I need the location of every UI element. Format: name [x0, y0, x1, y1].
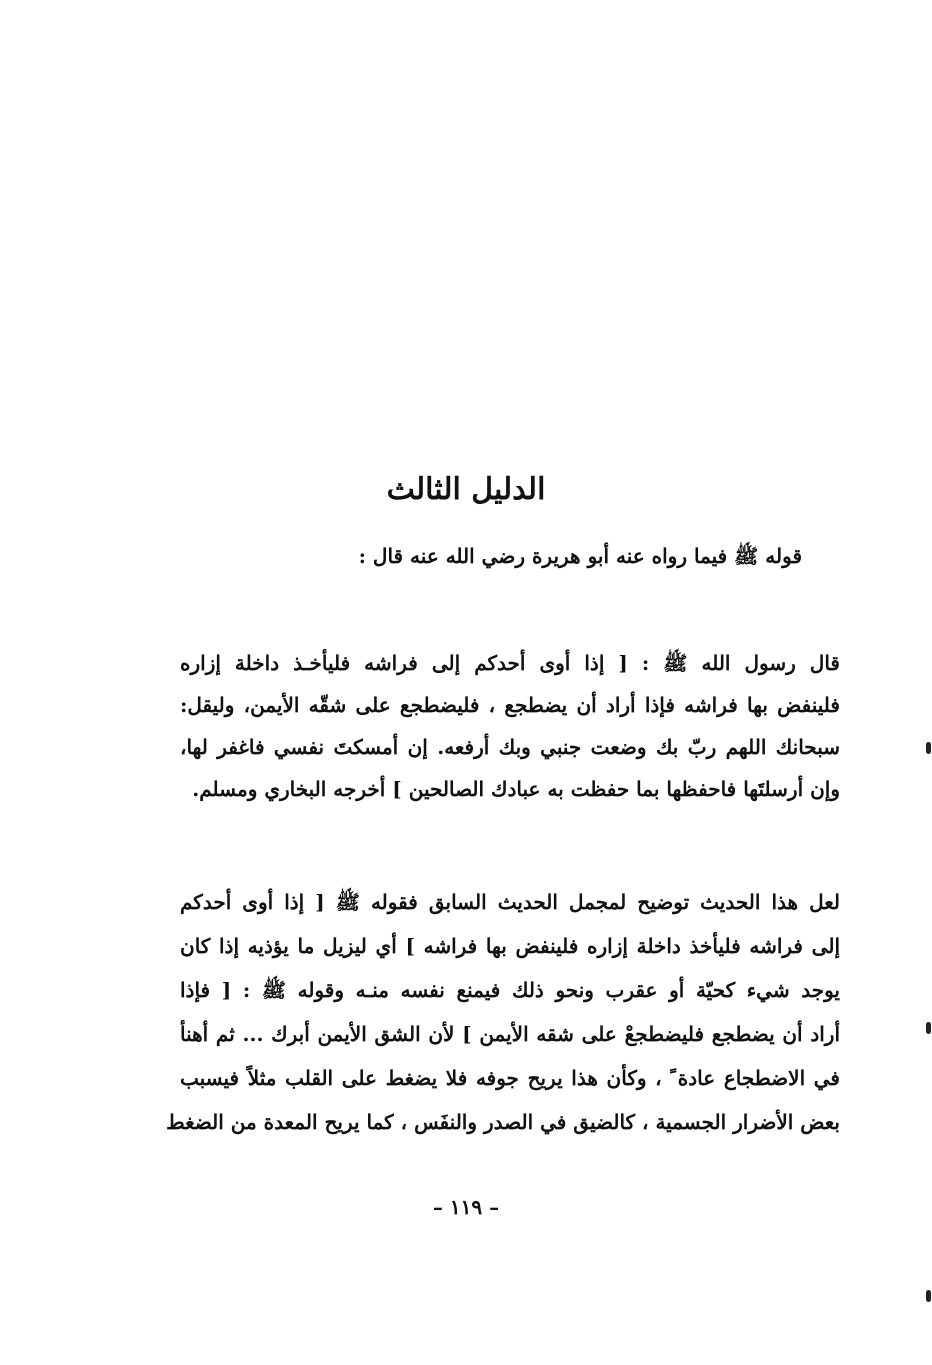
- section-heading: الدليل الثالث: [386, 472, 546, 507]
- scan-speck: [926, 742, 931, 754]
- commentary-line: لعل هذا الحديث توضيح لمجمل الحديث السابق فقوله ﷺ [ إذا أوى أحدكم: [180, 890, 840, 914]
- page-number: – ١١٩ –: [432, 1195, 500, 1219]
- hadith-line: سبحانك اللهم ربّ بك وضعت جنبي وبك أرفعه. إن أمسكتَ نفسي فاغفر لها،: [180, 735, 840, 759]
- commentary-line: بعض الأضرار الجسمية ، كالضيق في الصدر والنفَس ، كما يريح المعدة من الضغط: [166, 1110, 840, 1134]
- commentary-line: إلى فراشه فليأخذ داخلة إزاره فلينفض بها فراشه ] أي ليزيل ما يؤذيه إذا كان: [180, 934, 840, 958]
- scan-speck: [926, 1290, 931, 1302]
- hadith-paragraph: [180, 642, 840, 810]
- intro-line: قوله ﷺ فيما رواه عنه أبو هريرة رضي الله عنه قال :: [358, 544, 802, 568]
- commentary-line: يوجد شيء كحيّة أو عقرب ونحو ذلك فيمنع نفسه منـه وقوله ﷺ : [ فإذا: [180, 978, 840, 1002]
- hadith-line: قال رسول الله ﷺ : [ إذا أوى أحدكم إلى فراشه فليأخـذ داخلة إزاره: [180, 651, 840, 675]
- scan-speck: [926, 1022, 931, 1034]
- commentary-line: أراد أن يضطجع فليضطجعْ على شقه الأيمن ] لأن الشق الأيمن أبرك ... ثم أهنأ: [180, 1022, 840, 1046]
- commentary-paragraph: [166, 880, 840, 1144]
- hadith-line: وإن أرسلتَها فاحفظها بما حفظت به عبادك الصالحين ] أخرجه البخاري ومسلم.: [192, 777, 840, 801]
- commentary-line: في الاضطجاع عادة ً ، وكأن هذا يريح جوفه فلا يضغط على القلب مثلاً فيسبب: [180, 1066, 840, 1090]
- hadith-line: فلينفض بها فراشه فإذا أراد أن يضطجع ، فليضطجع على شقّه الأيمن، وليقل:: [180, 693, 840, 717]
